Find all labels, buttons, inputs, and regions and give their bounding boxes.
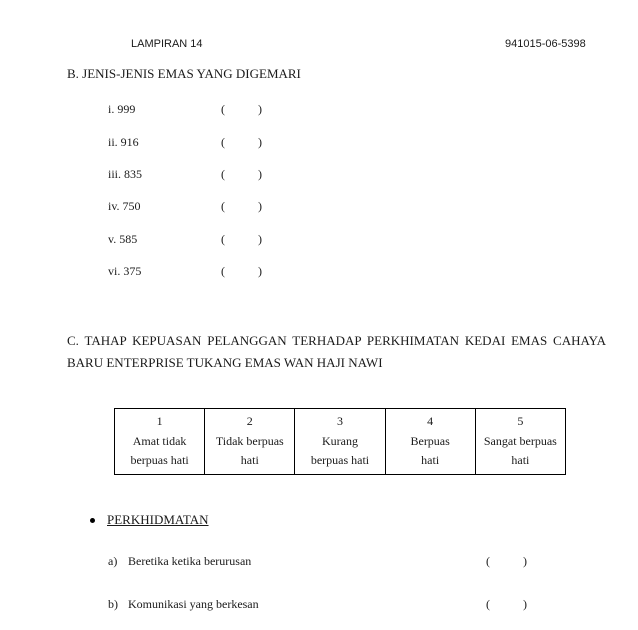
scale-cell-4 xyxy=(385,409,475,475)
scale-number: 3 xyxy=(336,414,343,428)
answer-paren-open: ( xyxy=(221,167,225,181)
perkhidmatan-heading xyxy=(90,512,209,528)
page-header-right: 941015-06-5398 xyxy=(505,38,586,50)
gold-option-916 xyxy=(108,135,288,151)
scale-number: 4 xyxy=(427,414,434,428)
list-item xyxy=(108,597,538,613)
answer-paren-close: ) xyxy=(523,554,527,568)
table-row xyxy=(115,409,566,475)
option-label: v. 585 xyxy=(108,232,138,246)
answer-paren-open: ( xyxy=(221,135,225,149)
answer-paren-open: ( xyxy=(486,597,490,611)
option-label: vi. 375 xyxy=(108,264,142,278)
section-b-title: B. JENIS-JENIS EMAS YANG DIGEMARI xyxy=(67,66,301,81)
answer-paren-close: ) xyxy=(258,264,262,278)
scale-label-line2: hati xyxy=(421,453,440,467)
answer-paren-close: ) xyxy=(258,199,262,213)
scale-label-line1: Berpuas xyxy=(410,433,450,448)
item-text: Beretika ketika berurusan xyxy=(128,554,252,568)
answer-paren-close: ) xyxy=(258,167,262,181)
bullet-icon xyxy=(90,518,95,523)
gold-option-585 xyxy=(108,232,288,248)
scale-label-line2: berpuas hati xyxy=(310,453,370,467)
answer-paren-close: ) xyxy=(258,232,262,246)
item-letter: b) xyxy=(108,597,118,611)
scale-label-line2: hati xyxy=(240,453,259,467)
scale-number: 5 xyxy=(517,414,524,428)
gold-option-750 xyxy=(108,199,288,215)
gold-option-999 xyxy=(108,102,288,118)
gold-option-835 xyxy=(108,167,288,183)
scale-number: 1 xyxy=(156,414,163,428)
scale-cell-2 xyxy=(205,409,295,475)
section-c-title-line2: BARU ENTERPRISE TUKANG EMAS WAN HAJI NAWI xyxy=(67,355,383,370)
answer-paren-close: ) xyxy=(258,102,262,116)
perkhidmatan-title: PERKHIDMATAN xyxy=(107,512,209,527)
answer-paren-open: ( xyxy=(221,199,225,213)
answer-paren-open: ( xyxy=(221,232,225,246)
item-letter: a) xyxy=(108,554,118,568)
option-label: iv. 750 xyxy=(108,199,141,213)
scale-cell-1 xyxy=(115,409,205,475)
gold-option-375 xyxy=(108,264,288,280)
scale-label-line2: berpuas hati xyxy=(130,453,189,467)
section-c-title-line1: C. TAHAP KEPUASAN PELANGGAN TERHADAP PERKHIMATAN KEDAI EMAS CAHAYA xyxy=(67,333,606,348)
satisfaction-scale-table xyxy=(114,408,566,475)
answer-paren-open: ( xyxy=(221,264,225,278)
section-c-title xyxy=(67,330,606,374)
option-label: ii. 916 xyxy=(108,135,139,149)
scale-label-line1: Tidak berpuas xyxy=(215,433,284,448)
answer-paren-open: ( xyxy=(486,554,490,568)
option-label: i. 999 xyxy=(108,102,136,116)
item-text: Komunikasi yang berkesan xyxy=(128,597,259,611)
page-header-left: LAMPIRAN 14 xyxy=(131,38,203,50)
scale-label-line2: hati xyxy=(511,453,530,467)
scale-cell-3 xyxy=(295,409,385,475)
scale-label-line1: Kurang xyxy=(321,433,358,448)
scale-number: 2 xyxy=(246,414,253,428)
list-item xyxy=(108,554,538,570)
scale-label-line1: Amat tidak xyxy=(132,433,187,448)
scale-cell-5 xyxy=(475,409,565,475)
answer-paren-close: ) xyxy=(523,597,527,611)
answer-paren-open: ( xyxy=(221,102,225,116)
scale-label-line1: Sangat berpuas xyxy=(483,433,557,448)
option-label: iii. 835 xyxy=(108,167,143,181)
answer-paren-close: ) xyxy=(258,135,262,149)
